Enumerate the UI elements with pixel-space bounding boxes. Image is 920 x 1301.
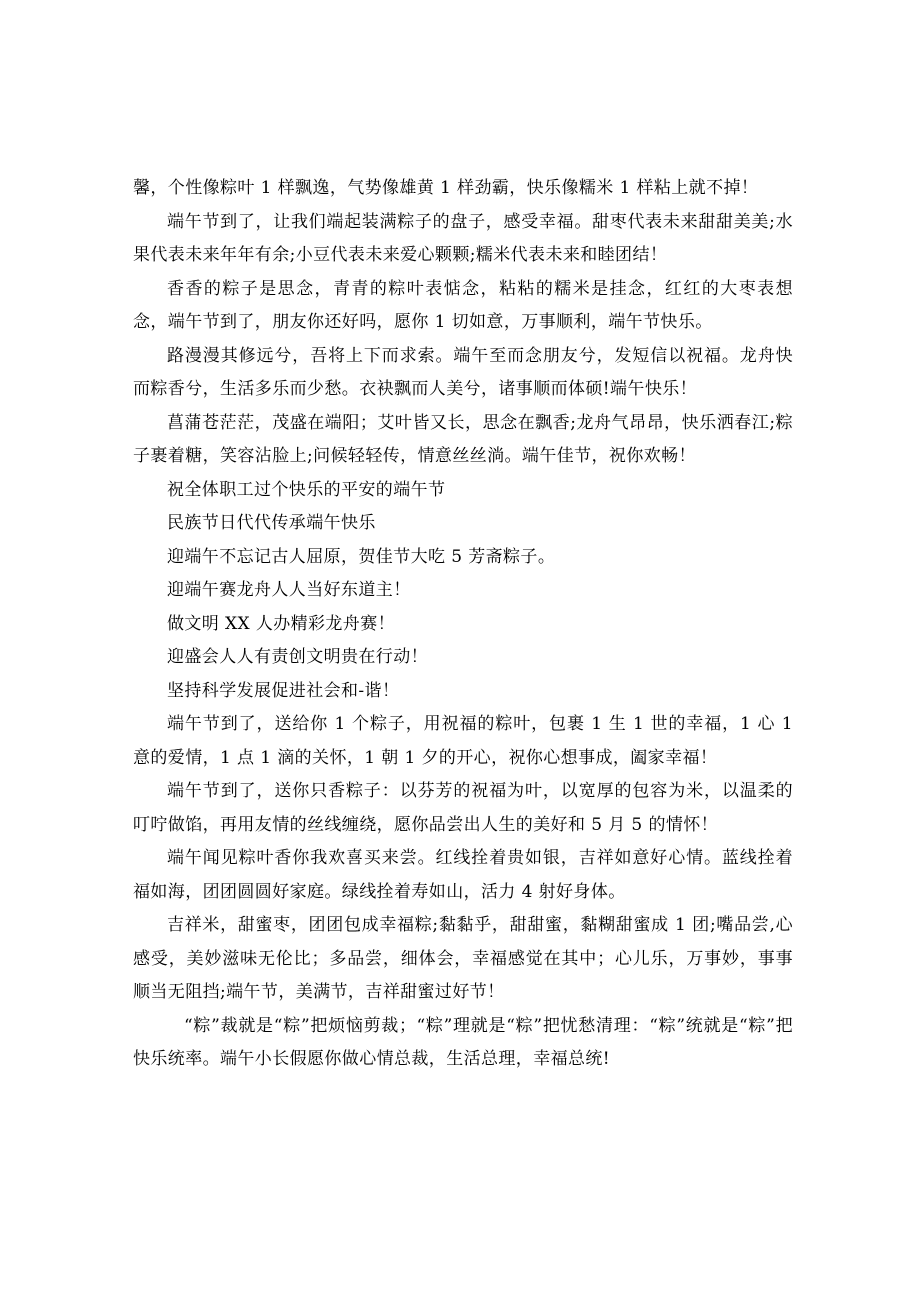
paragraph-4: 路漫漫其修远兮，吾将上下而求索。端午至而念朋友兮，发短信以祝福。龙舟快而粽香兮，生活多乐而少愁。衣袂飘而人美兮，诸事顺而体硕!端午快乐！ — [133, 345, 793, 399]
paragraph-8: 端午闻见粽叶香你我欢喜买来尝。红线拴着贵如银，吉祥如意好心情。蓝线拴着福如海，团团圆圆好家庭。绿线拴着寿如山，活力 4 射好身体。 — [133, 848, 793, 902]
paragraph-6: 端午节到了，送给你 1 个粽子，用祝福的粽叶，包裹 1 生 1 世的幸福，1 心 1 意的爱情，1 点 1 滴的关怀，1 朝 1 夕的开心，祝你心想事成，阖家幸福！ — [133, 714, 793, 768]
paragraph-9: 吉祥米，甜蜜枣，团团包成幸福粽;黏黏乎，甜甜蜜，黏糊甜蜜成 1 团;嘴品尝,心感受，美妙滋味无伦比；多品尝，细体会，幸福感觉在其中；心儿乐，万事妙，事事顺当无阻挡;端午节，美满节，吉祥甜蜜过好节！ — [133, 915, 793, 1002]
document-body — [133, 172, 793, 1077]
slogan-2: 民族节日代代传承端午快乐 — [167, 513, 376, 533]
slogan-7: 坚持科学发展促进社会和-谐！ — [167, 680, 400, 701]
paragraph-3: 香香的粽子是思念，青青的粽叶表惦念，粘粘的糯米是挂念，红红的大枣表想念，端午节到了，朋友你还好吗，愿你 1 切如意，万事顺利，端午节快乐。 — [133, 278, 793, 332]
slogan-3: 迎端午不忘记古人屈原，贺佳节大吃 5 芳斋粽子。 — [167, 546, 556, 567]
slogan-5: 做文明 XX 人办精彩龙舟赛！ — [167, 613, 396, 634]
slogan-4: 迎端午赛龙舟人人当好东道主！ — [167, 580, 411, 600]
paragraph-1: 馨，个性像粽叶 1 样飘逸，气势像雄黄 1 样劲霸，快乐像糯米 1 样粘上就不掉！ — [133, 178, 759, 198]
slogan-6: 迎盛会人人有责创文明贵在行动！ — [167, 647, 428, 667]
paragraph-2: 端午节到了，让我们端起装满粽子的盘子，感受幸福。甜枣代表未来甜甜美美;水果代表未来年年有余;小豆代表未来爱心颗颗;糯米代表未来和睦团结！ — [133, 211, 793, 265]
paragraph-5: 菖蒲苍茫茫，茂盛在端阳；艾叶皆又长，思念在飘香;龙舟气昂昂，快乐洒春江;粽子裹着糖，笑容沾脸上;问候轻轻传，情意丝丝淌。端午佳节，祝你欢畅！ — [133, 412, 793, 466]
slogan-1: 祝全体职工过个快乐的平安的端午节 — [167, 479, 446, 500]
paragraph-10: “粽”裁就是“粽”把烦恼剪裁；“粽”理就是“粽”把忧愁清理：“粽”统就是“粽”把快乐统率。端午小长假愿你做心情总裁，生活总理，幸福总统! — [133, 1015, 793, 1069]
paragraph-7: 端午节到了，送你只香粽子：以芬芳的祝福为叶，以宽厚的包容为米，以温柔的叮咛做馅，再用友情的丝线缠绕，愿你品尝出人生的美好和 5 月 5 的情怀！ — [133, 781, 793, 835]
